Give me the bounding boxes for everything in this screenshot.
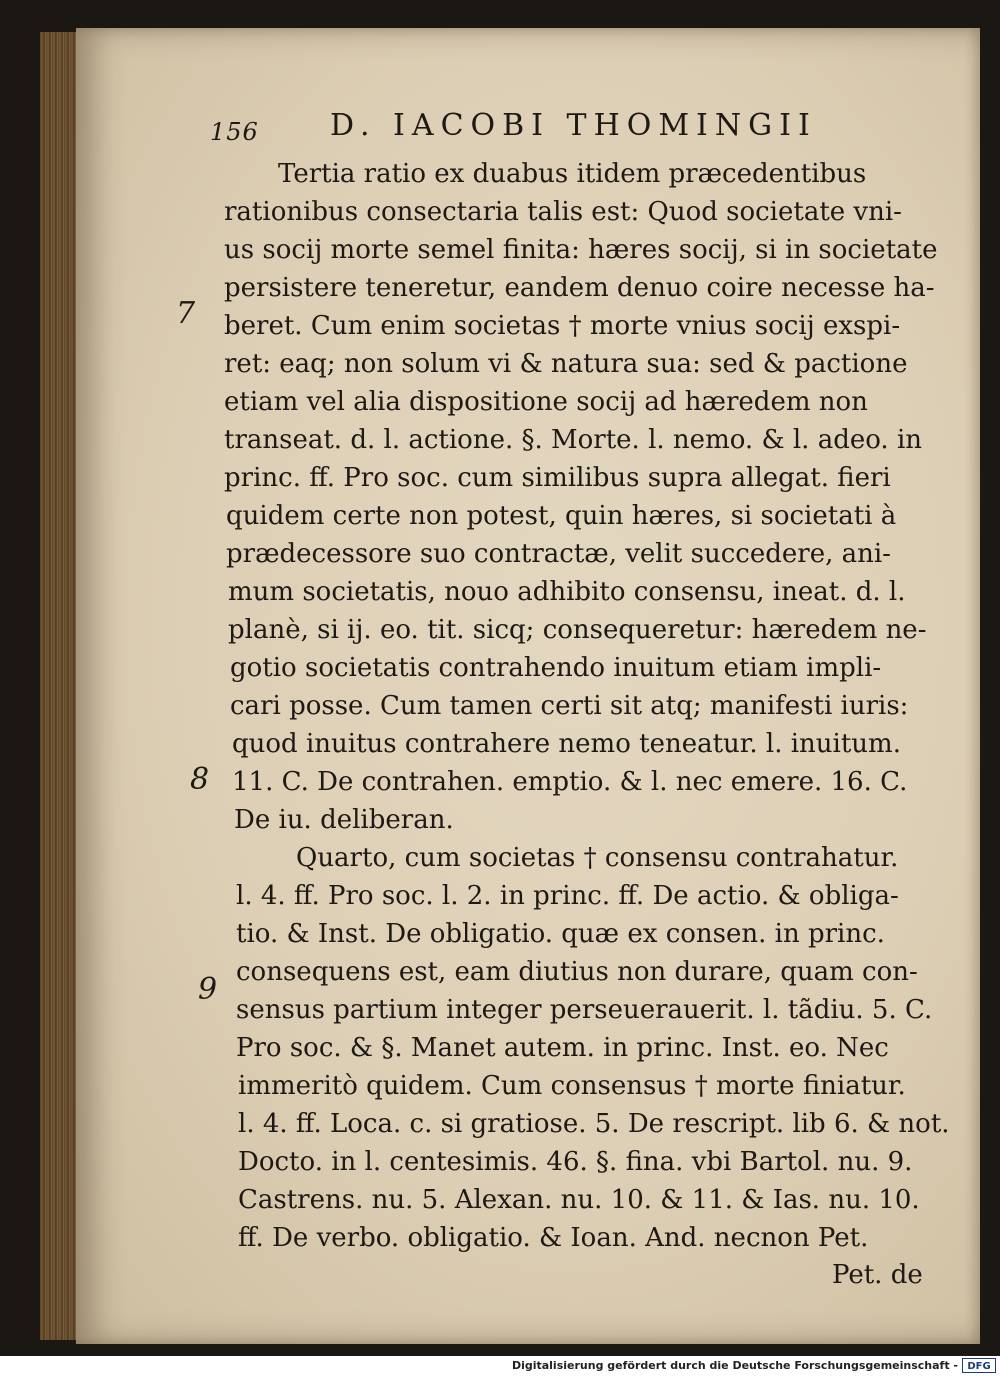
text-line: beret. Cum enim societas † morte vnius socij exspi- — [224, 311, 901, 341]
text-line: Tertia ratio ex duabus itidem præcedentibus — [278, 159, 867, 189]
text-line: princ. ff. Pro soc. cum similibus supra allegat. fieri — [224, 463, 891, 493]
text-line: us socij morte semel finita: hæres socij, si in societate — [224, 235, 938, 265]
text-line: persistere teneretur, eandem denuo coire necesse ha- — [224, 273, 935, 303]
text-line: planè, si ij. eo. tit. sicq; consequeretur: hæredem ne- — [228, 615, 927, 645]
text-line: ret: eaq; non solum vi & natura sua: sed & pactione — [224, 349, 908, 379]
text-line: tio. & Inst. De obligatio. quæ ex consen. in princ. — [236, 919, 885, 949]
margin-note-number: 9 — [198, 972, 218, 1007]
text-line: ff. De verbo. obligatio. & Ioan. And. necnon Pet. — [238, 1223, 869, 1253]
text-line: Docto. in l. centesimis. 46. §. fina. vbi Bartol. nu. 9. — [238, 1147, 913, 1177]
margin-note-number: 7 — [176, 296, 196, 331]
text-line: Pro soc. & §. Manet autem. in princ. Inst. eo. Nec — [236, 1033, 889, 1063]
text-line: De iu. deliberan. — [234, 805, 454, 835]
running-head: D. IACOBI THOMINGII — [330, 108, 817, 143]
text-line: prædecessore suo contractæ, velit succedere, ani- — [226, 539, 891, 569]
text-line: quod inuitus contrahere nemo teneatur. l. inuitum. — [232, 729, 901, 759]
text-line: mum societatis, nouo adhibito consensu, ineat. d. l. — [228, 577, 906, 607]
text-line: Castrens. nu. 5. Alexan. nu. 10. & 11. & Ias. nu. 10. — [238, 1185, 920, 1215]
catchword: Pet. de — [832, 1260, 923, 1290]
text-line: l. 4. ff. Loca. c. si gratiose. 5. De rescript. lib 6. & not. — [238, 1109, 950, 1139]
text-line: sensus partium integer perseuerauerit. l. tãdiu. 5. C. — [236, 995, 933, 1025]
text-line: Quarto, cum societas † consensu contrahatur. — [296, 843, 899, 873]
credit-text: Digitalisierung gefördert durch die Deutsche Forschungsgemeinschaft - — [511, 1359, 958, 1372]
text-line: 11. C. De contrahen. emptio. & l. nec emere. 16. C. — [232, 767, 908, 797]
dfg-logo-icon: DFG — [962, 1358, 996, 1373]
margin-note-number: 8 — [190, 762, 210, 797]
credit-footer — [0, 1356, 1000, 1376]
text-line: transeat. d. l. actione. §. Morte. l. nemo. & l. adeo. in — [224, 425, 923, 455]
text-line: l. 4. ff. Pro soc. l. 2. in princ. ff. De actio. & obliga- — [236, 881, 899, 911]
page-header — [210, 108, 850, 148]
text-line: cari posse. Cum tamen certi sit atq; manifesti iuris: — [230, 691, 909, 721]
text-line: immeritò quidem. Cum consensus † morte finiatur. — [238, 1071, 906, 1101]
page-number: 156 — [210, 118, 259, 146]
text-line: gotio societatis contrahendo inuitum etiam impli- — [230, 653, 882, 683]
text-line: consequens est, eam diutius non durare, quam con- — [236, 957, 918, 987]
text-line: etiam vel alia dispositione socij ad hæredem non — [224, 387, 868, 417]
text-line: rationibus consectaria talis est: Quod societate vni- — [224, 197, 902, 227]
text-line: quidem certe non potest, quin hæres, si societati à — [226, 501, 897, 531]
